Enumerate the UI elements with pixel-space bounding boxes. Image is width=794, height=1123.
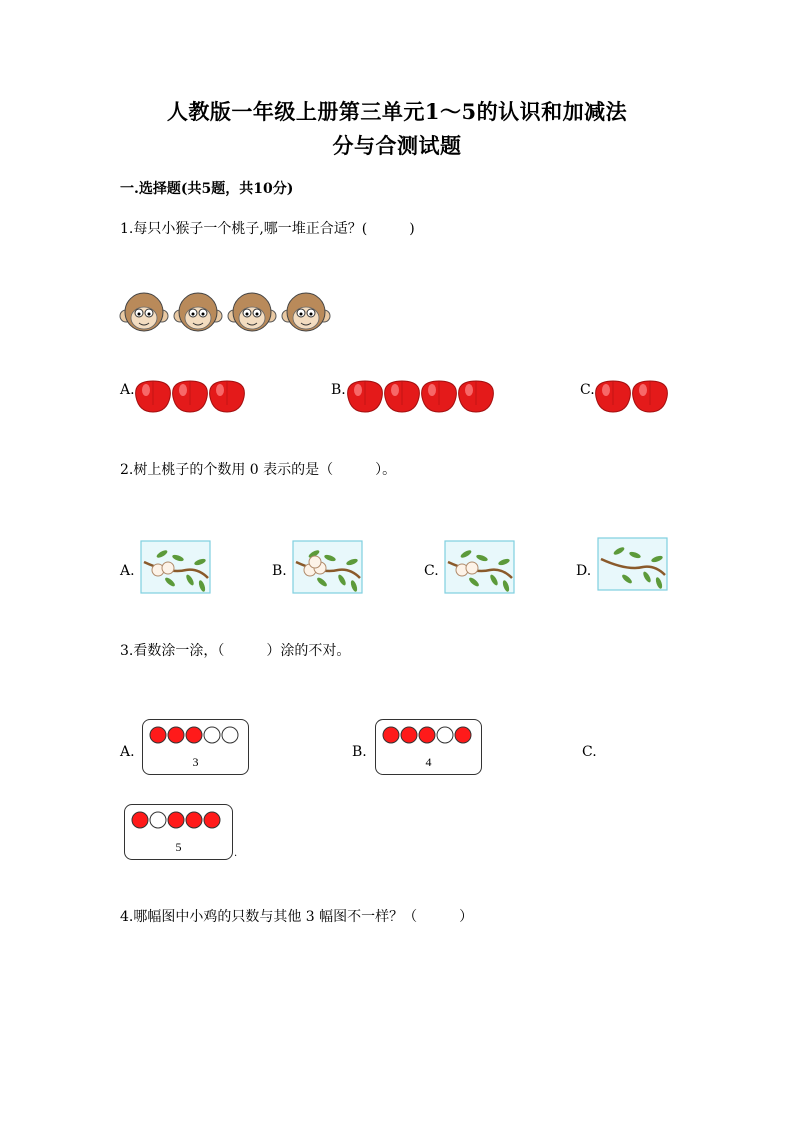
q3-option-c-number: 5 — [175, 840, 182, 854]
peach — [162, 562, 174, 574]
count-dot — [204, 812, 220, 828]
q1-option-b-label[interactable]: B. — [331, 382, 346, 398]
count-dot — [383, 727, 399, 743]
peach — [210, 381, 245, 412]
q3-option-b-label[interactable]: B. — [352, 744, 367, 760]
count-dot — [168, 727, 184, 743]
count-dot — [437, 727, 453, 743]
peach — [633, 381, 668, 412]
q3-option-a-dots — [143, 722, 248, 752]
q1-option-c-peaches — [595, 375, 671, 415]
q1-option-b-peaches — [347, 375, 495, 415]
count-dot — [419, 727, 435, 743]
count-dot — [132, 812, 148, 828]
peach — [348, 381, 383, 412]
count-dot — [150, 727, 166, 743]
q2-option-b-label[interactable]: B. — [272, 563, 287, 579]
q2-option-d-label[interactable]: D. — [576, 563, 592, 579]
monkey-face — [174, 293, 222, 331]
peach — [596, 381, 631, 412]
q3-option-a-label[interactable]: A. — [120, 744, 135, 760]
count-dot — [401, 727, 417, 743]
q2-option-c-branch — [444, 540, 516, 594]
q3-option-c-label[interactable]: C. — [582, 744, 597, 760]
page-title-line1: 人教版一年级上册第三单元1～5的认识和加减法 — [166, 99, 628, 124]
question-3-text: 3.看数涂一涂，（ ）涂的不对。 — [120, 643, 351, 659]
peach — [459, 381, 494, 412]
q2-option-d-branch — [597, 537, 669, 591]
trailing-period: . — [234, 848, 238, 859]
question-1-text: 1.每只小猴子一个桃子,哪一堆正合适？( ) — [120, 221, 415, 237]
page-title-line2: 分与合测试题 — [332, 133, 462, 158]
peach — [385, 381, 420, 412]
peach — [309, 556, 321, 568]
count-dot — [186, 812, 202, 828]
q2-option-c-label[interactable]: C. — [424, 563, 439, 579]
peach — [173, 381, 208, 412]
monkey-face — [120, 293, 168, 331]
peach — [136, 381, 171, 412]
q3-option-b-number: 4 — [425, 755, 432, 769]
q1-option-a-peaches — [135, 375, 247, 415]
count-dot — [168, 812, 184, 828]
q3-option-b-box — [375, 719, 482, 775]
count-dot — [222, 727, 238, 743]
peach — [422, 381, 457, 412]
count-dot — [150, 812, 166, 828]
monkeys-image — [118, 288, 338, 338]
q2-option-a-label[interactable]: A. — [120, 563, 135, 579]
q3-option-c-dots — [125, 807, 232, 837]
q2-option-a-branch — [140, 540, 212, 594]
section-heading: 一.选择题(共5题，共10分) — [120, 181, 294, 197]
q1-option-c-label[interactable]: C. — [580, 382, 595, 398]
question-4-text: 4.哪幅图中小鸡的只数与其他 3 幅图不一样？（ ） — [120, 909, 474, 925]
q3-option-a-number: 3 — [192, 755, 199, 769]
count-dot — [455, 727, 471, 743]
peach — [466, 562, 478, 574]
q3-option-a-box — [142, 719, 249, 775]
question-2-text: 2.树上桃子的个数用 0 表示的是（ ）。 — [120, 462, 397, 478]
count-dot — [186, 727, 202, 743]
monkey-face — [282, 293, 330, 331]
q3-option-c-box — [124, 804, 233, 860]
monkey-face — [228, 293, 276, 331]
q3-option-b-dots — [376, 722, 481, 752]
count-dot — [204, 727, 220, 743]
q1-option-a-label[interactable]: A. — [120, 382, 135, 398]
q2-option-b-branch — [292, 540, 364, 594]
